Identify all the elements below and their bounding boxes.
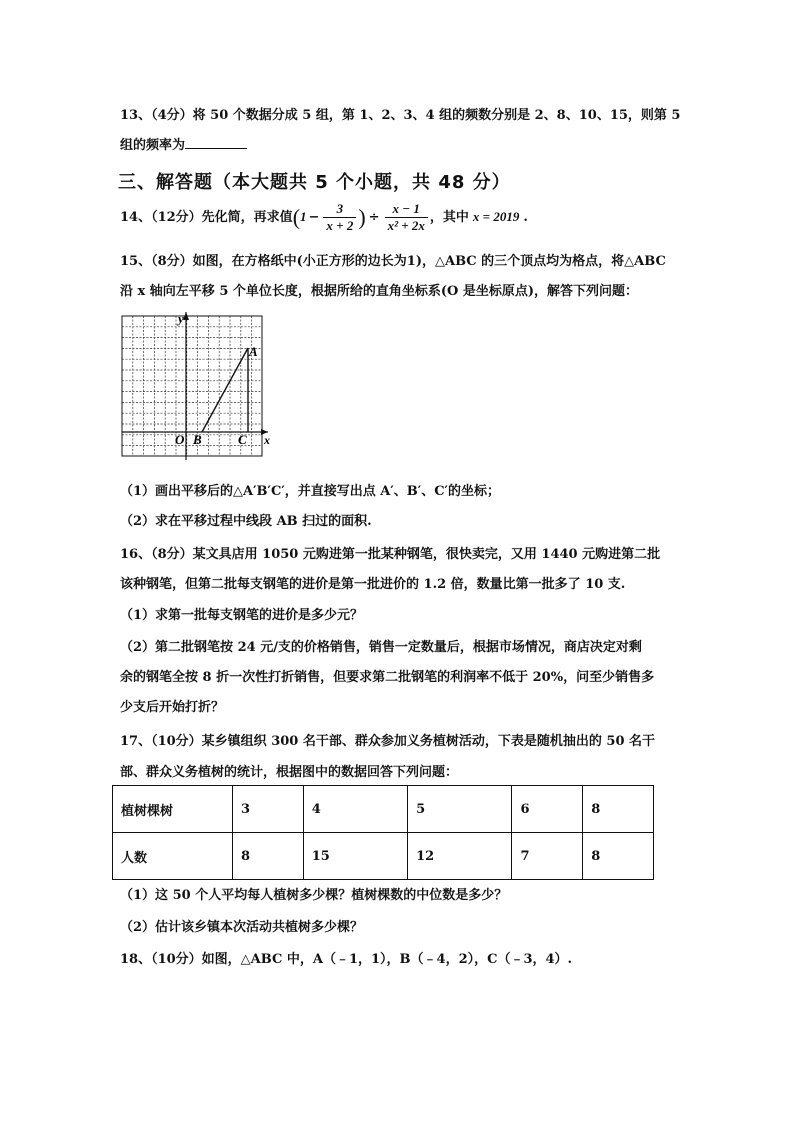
label-c: C (238, 432, 247, 447)
q15-line2: 沿 x 轴向左平移 5 个单位长度，根据所给的直角坐标系(O 是坐标原点)，解答下列问题： (120, 284, 639, 299)
q15-sub2: （2）求在平移过程中线段 AB 扫过的面积. (120, 514, 372, 529)
tree-planting-table (112, 785, 654, 880)
q14-end: . (523, 210, 528, 225)
q17-line1: 17、（10分）某乡镇组织 300 名干部、群众参加义务植树活动，下表是随机抽出的 50 名干 (120, 734, 656, 749)
q13-line2 (120, 134, 247, 153)
table-cell: 5 (408, 786, 512, 833)
q15-sub1: （1）画出平移后的△A′B′C′，并直接写出点 A′、B′、C′的坐标； (120, 484, 500, 499)
table-cell: 3 (233, 786, 304, 833)
section-title: 三、解答题（本大题共 5 个小题，共 48 分） (118, 172, 511, 193)
q16-sub2-line3: 少支后开始打折？ (120, 700, 225, 715)
q16-line2: 该种钢笔，但第二批每支钢笔的进价是第一批进价的 1.2 倍，数量比第一批多了 10 支. (120, 577, 626, 592)
label-o: O (175, 432, 185, 447)
table-cell: 8 (583, 786, 654, 833)
q14-fraction-1 (323, 201, 356, 234)
q13-line1: 13、（4分）将 50 个数据分成 5 组，第 1、2、3、4 组的频数分别是 2、8、10、15，则第 5 (120, 108, 681, 123)
q14-one: 1 (300, 209, 307, 224)
q18-line1: 18、（10分）如图，△ABC 中，A（﹣1，1），B（﹣4，2），C（﹣3，4）. (120, 952, 573, 967)
q16-sub2-line1: （2）第二批钢笔按 24 元/支的价格销售，销售一定数量后，根据市场情况，商店决定对剩 (120, 640, 642, 655)
q14-prefix: 14、（12分）先化简，再求值 (120, 210, 293, 225)
q17-sub2: （2）估计该乡镇本次活动共植树多少棵？ (120, 920, 364, 935)
fraction-1-numerator: 3 (323, 201, 356, 218)
table-cell: 8 (233, 833, 304, 880)
label-a: A (249, 344, 258, 359)
fraction-2-denominator: x² + 2x (387, 218, 425, 233)
q14-suffix: ，其中 (429, 210, 469, 225)
q14-divide: ÷ (368, 210, 380, 225)
table-cell: 15 (303, 833, 407, 880)
q15-line1: 15、（8分）如图，在方格纸中(小正方形的边长为1)，△ABC 的三个顶点均为格点，将△ABC (120, 254, 666, 269)
table-cell: 7 (512, 833, 583, 880)
q17-line2: 部、群众义务植树的统计，根据图中的数据回答下列问题： (120, 765, 459, 780)
label-y: y (178, 311, 184, 326)
table-cell: 人数 (113, 833, 233, 880)
table-cell: 6 (512, 786, 583, 833)
q13-text: 组的频率为 (120, 138, 186, 153)
table-cell: 4 (303, 786, 407, 833)
q17-sub1: （1）这 50 个人平均每人植树多少棵？植树棵数的中位数是多少？ (120, 888, 508, 903)
q16-line1: 16、（8分）某文具店用 1050 元购进第一批某种钢笔，很快卖完，又用 1440 元购进第二批 (120, 547, 661, 562)
table-cell: 12 (408, 833, 512, 880)
label-b: B (193, 432, 202, 447)
table-row (113, 786, 654, 833)
q14-condition: x = 2019 (472, 209, 520, 224)
table-cell: 8 (583, 833, 654, 880)
q14-line (120, 201, 528, 234)
q16-sub2-line2: 余的钢笔全按 8 折一次性打折销售，但要求第二批钢笔的利润率不低于 20%，问至少销售多 (120, 670, 655, 685)
q14-minus: − (308, 210, 320, 225)
table-row (113, 833, 654, 880)
fraction-2-numerator: x − 1 (385, 201, 428, 218)
fraction-1-denominator: x + 2 (326, 218, 354, 233)
q14-fraction-2 (385, 201, 428, 234)
right-paren: ) (358, 204, 366, 230)
table-cell: 植树棵树 (113, 786, 233, 833)
answer-blank (185, 136, 247, 149)
label-x: x (264, 433, 270, 447)
left-paren: ( (292, 204, 301, 230)
q15-grid-figure (118, 312, 268, 462)
q16-sub1: （1）求第一批每支钢笔的进价是多少元？ (120, 608, 364, 623)
